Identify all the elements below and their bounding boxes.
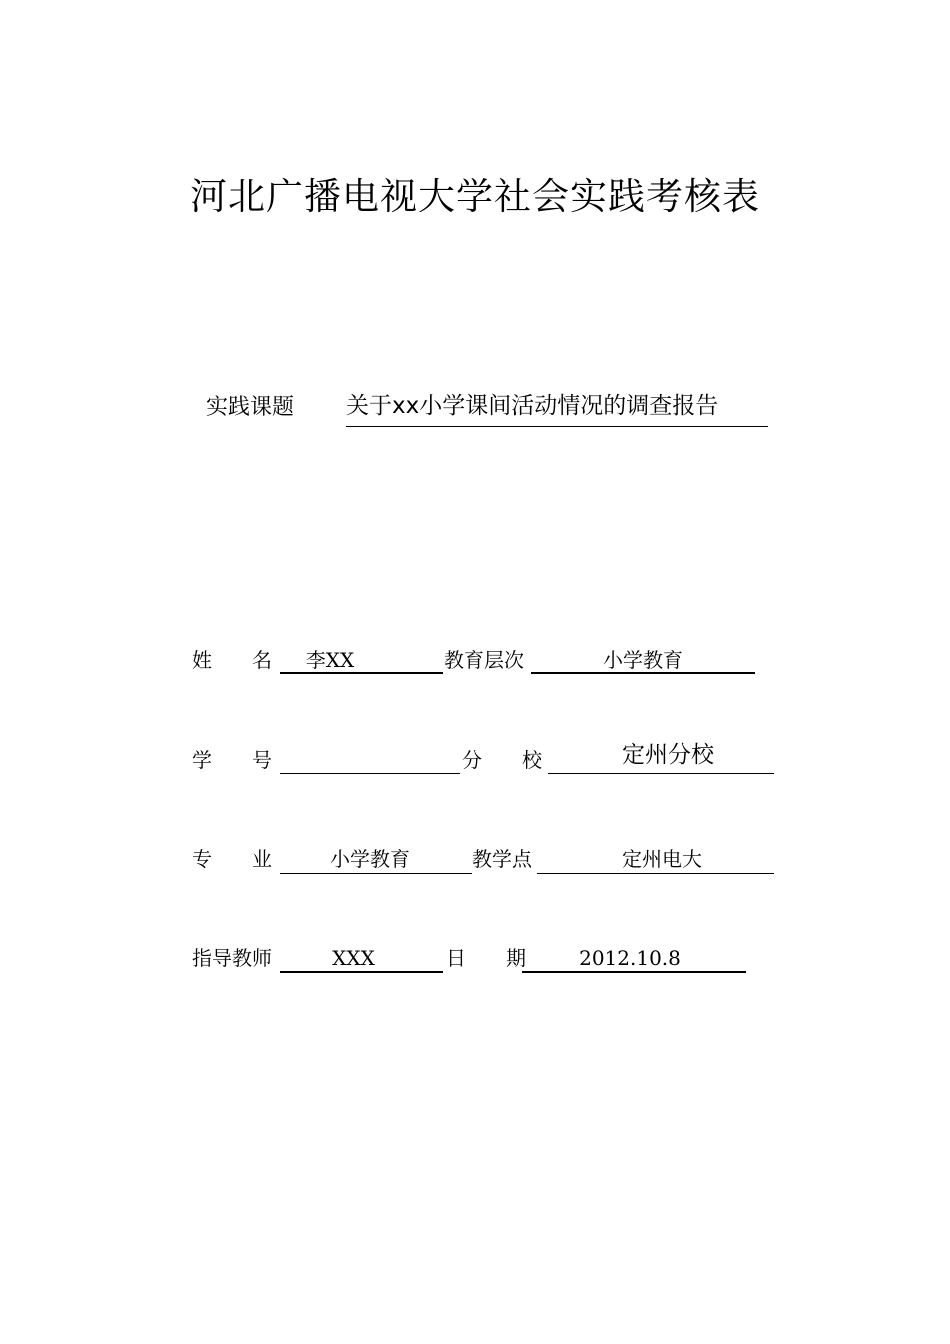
topic-underline (346, 426, 768, 427)
date-label: 日 期 (446, 946, 526, 970)
level-underline (531, 672, 755, 674)
teaching-point-underline (537, 873, 774, 874)
name-underline (280, 672, 443, 674)
advisor-label: 指导教师 (192, 946, 272, 970)
date-value: 2012.10.8 (579, 946, 681, 970)
name-value: 李XX (305, 648, 355, 672)
level-value: 小学教育 (603, 648, 683, 672)
page-title: 河北广播电视大学社会实践考核表 (190, 175, 760, 218)
branch-label: 分 校 (462, 748, 542, 772)
topic-label: 实践课题 (206, 395, 295, 420)
major-value: 小学教育 (330, 847, 410, 871)
major-label: 专 业 (192, 847, 272, 871)
advisor-underline (280, 971, 443, 973)
level-label: 教育层次 (444, 648, 524, 672)
teaching-point-value: 定州电大 (622, 847, 702, 871)
student-id-label: 学 号 (192, 748, 272, 772)
name-label: 姓 名 (192, 648, 272, 672)
teaching-point-label: 教学点 (472, 847, 532, 871)
branch-value: 定州分校 (622, 742, 714, 768)
date-underline (522, 971, 746, 973)
branch-underline (548, 773, 774, 774)
major-underline (280, 873, 472, 874)
student-id-underline (280, 773, 460, 774)
topic-value: 关于xx小学课间活动情况的调查报告 (346, 393, 719, 419)
advisor-value: XXX (332, 946, 375, 970)
